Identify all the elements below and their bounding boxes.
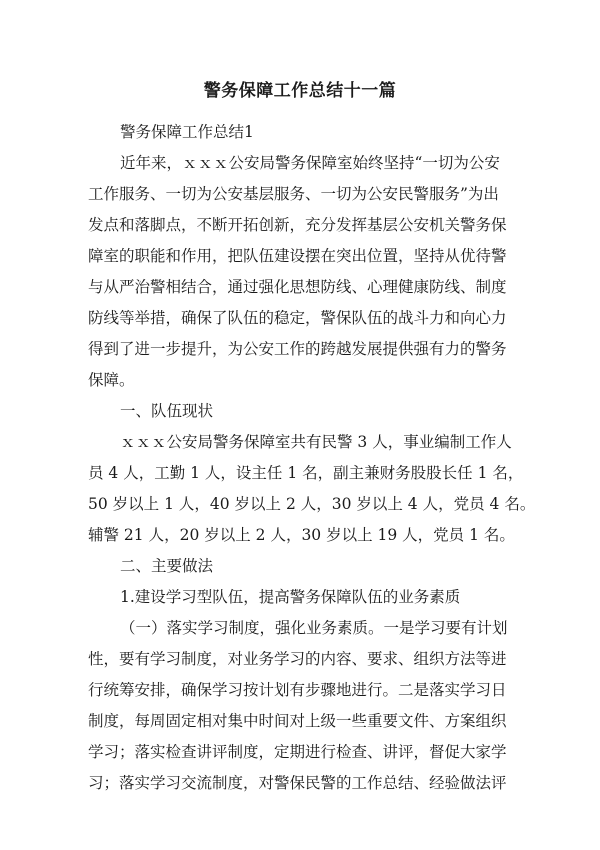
paragraph-line: 发点和落脚点，不断开拓创新，充分发挥基层公安机关警务保 (88, 216, 507, 234)
paragraph-line: 得到了进一步提升，为公安工作的跨越发展提供强有力的警务 (88, 340, 507, 358)
paragraph-line: 与从严治警相结合，通过强化思想防线、心理健康防线、制度 (88, 278, 507, 296)
paragraph-line: 学习；落实检查讲评制度，定期进行检查、讲评，督促大家学 (88, 743, 507, 761)
paragraph-line: 行统筹安排，确保学习按计划有步骤地进行。二是落实学习日 (88, 681, 507, 699)
paragraph-line: 50 岁以上 1 人，40 岁以上 2 人，30 岁以上 4 人，党员 4 名。 (88, 495, 536, 513)
paragraph-line: 障室的职能和作用，把队伍建设摆在突出位置，坚持从优待警 (88, 247, 507, 265)
paragraph-line: 近年来，ｘｘｘ公安局警务保障室始终坚持“一切为公安 (120, 154, 500, 172)
paragraph-line: 员 4 人，工勤 1 人，设主任 1 名，副主兼财务股股长任 1 名， (88, 464, 524, 482)
paragraph-line: ｘｘｘ公安局警务保障室共有民警 3 人，事业编制工作人 (120, 433, 512, 451)
paragraph-line: （一）落实学习制度，强化业务素质。一是学习要有计划 (120, 619, 508, 637)
paragraph-line: 工作服务、一切为公安基层服务、一切为公安民警服务”为出 (88, 185, 499, 203)
paragraph-line: 防线等举措，确保了队伍的稳定，警保队伍的战斗力和向心力 (88, 309, 507, 327)
subtitle: 警务保障工作总结1 (120, 123, 254, 141)
section-heading: 二、主要做法 (120, 557, 214, 575)
paragraph-line: 性，要有学习制度，对业务学习的内容、要求、组织方法等进 (88, 650, 507, 668)
paragraph-line: 辅警 21 人，20 岁以上 2 人，30 岁以上 19 人，党员 1 名。 (88, 526, 515, 544)
subsection-heading: 1.建设学习型队伍，提高警务保障队伍的业务素质 (120, 588, 461, 606)
paragraph-line: 保障。 (88, 371, 135, 389)
section-heading: 一、队伍现状 (120, 402, 214, 420)
paragraph-line: 制度，每周固定相对集中时间对上级一些重要文件、方案组织 (88, 712, 507, 730)
paragraph-line: 习；落实学习交流制度，对警保民警的工作总结、经验做法评 (88, 774, 507, 792)
document-title: 警务保障工作总结十一篇 (203, 81, 397, 101)
